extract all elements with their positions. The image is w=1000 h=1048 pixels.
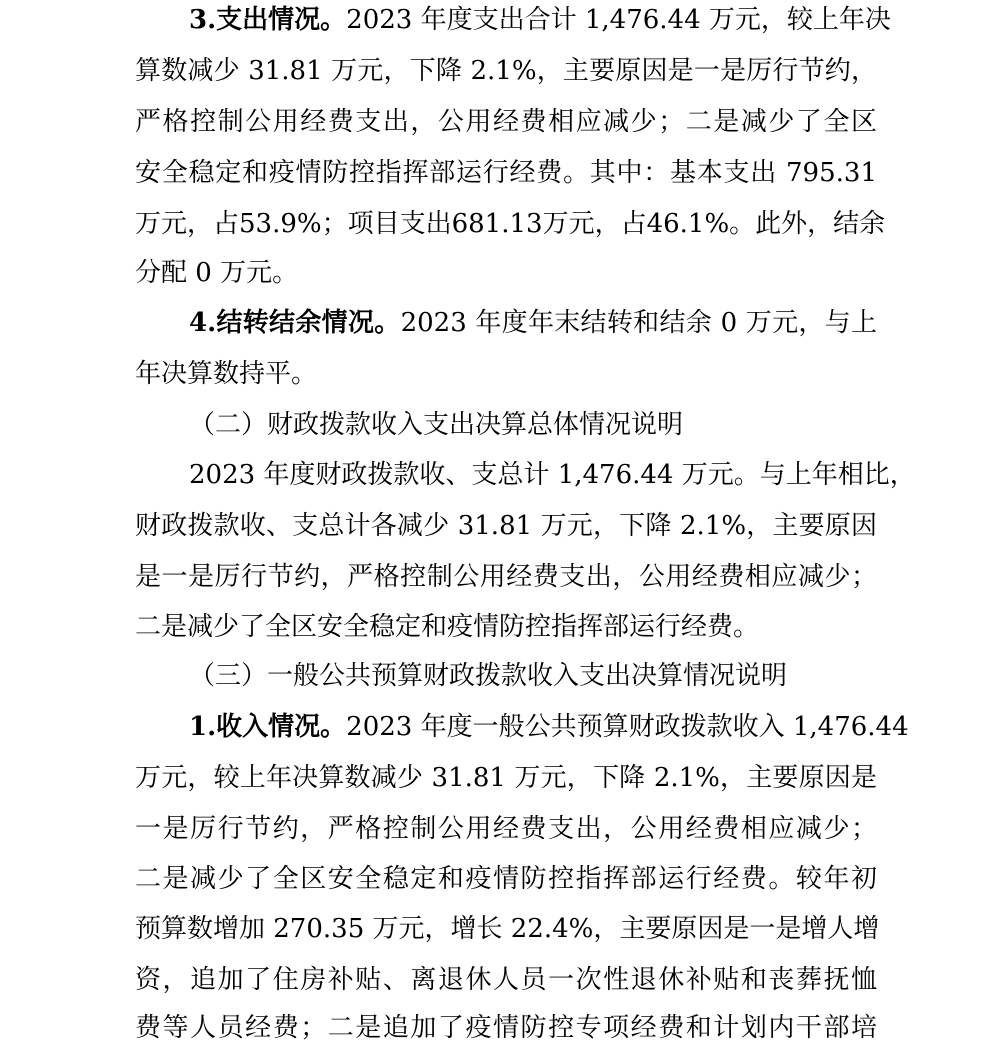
paragraph-line: 费等人员经费；二是追加了疫情防控专项经费和计划内干部培 [135, 1013, 877, 1043]
paragraph-text: 2023 年度年末结转和结余 0 万元，与上 [400, 308, 877, 338]
paragraph-line: 算数减少 31.81 万元，下降 2.1%，主要原因是一是厉行节约， [135, 56, 877, 86]
paragraph-line: 安全稳定和疫情防控指挥部运行经费。其中：基本支出 795.31 [135, 158, 877, 188]
paragraph-line: 是一是厉行节约，严格控制公用经费支出，公用经费相应减少； [135, 562, 877, 592]
paragraph-line: 分配 0 万元。 [135, 258, 299, 288]
paragraph-line: 二是减少了全区安全稳定和疫情防控指挥部运行经费。较年初 [135, 864, 877, 894]
paragraph-line: 年决算数持平。 [135, 359, 318, 389]
paragraph-line: 二是减少了全区安全稳定和疫情防控指挥部运行经费。 [135, 612, 760, 642]
subsection-heading: （二）财政拨款收入支出决算总体情况说明 [189, 410, 684, 440]
paragraph-line [189, 303, 877, 343]
paragraph-line: 资，追加了住房补贴、离退休人员一次性退休补贴和丧葬抚恤 [135, 965, 877, 995]
section-heading: 3.支出情况。 [189, 5, 347, 35]
section-heading: 4.结转结余情况。 [189, 308, 401, 338]
paragraph-line: 一是厉行节约，严格控制公用经费支出，公用经费相应减少； [135, 814, 877, 844]
paragraph-text: 2023 年度支出合计 1,476.44 万元，较上年决 [346, 5, 891, 35]
paragraph-line: 预算数增加 270.35 万元，增长 22.4%，主要原因是一是增人增 [135, 914, 880, 944]
paragraph-line: 2023 年度财政拨款收、支总计 1,476.44 万元。与上年相比， [189, 460, 916, 490]
paragraph-line: 万元，占53.9%；项目支出681.13万元，占46.1%。此外，结余 [135, 209, 886, 239]
paragraph-line: 财政拨款收、支总计各减少 31.81 万元，下降 2.1%，主要原因 [135, 511, 877, 541]
section-heading: 1.收入情况。 [189, 712, 347, 742]
paragraph-line: 万元，较上年决算数减少 31.81 万元，下降 2.1%，主要原因是 [135, 763, 877, 793]
subsection-heading: （三）一般公共预算财政拨款收入支出决算情况说明 [189, 661, 788, 691]
paragraph-text: 2023 年度一般公共预算财政拨款收入 1,476.44 [346, 712, 909, 742]
paragraph-line [189, 0, 891, 40]
paragraph-line [189, 707, 909, 747]
paragraph-line: 严格控制公用经费支出，公用经费相应减少；二是减少了全区 [135, 107, 877, 137]
